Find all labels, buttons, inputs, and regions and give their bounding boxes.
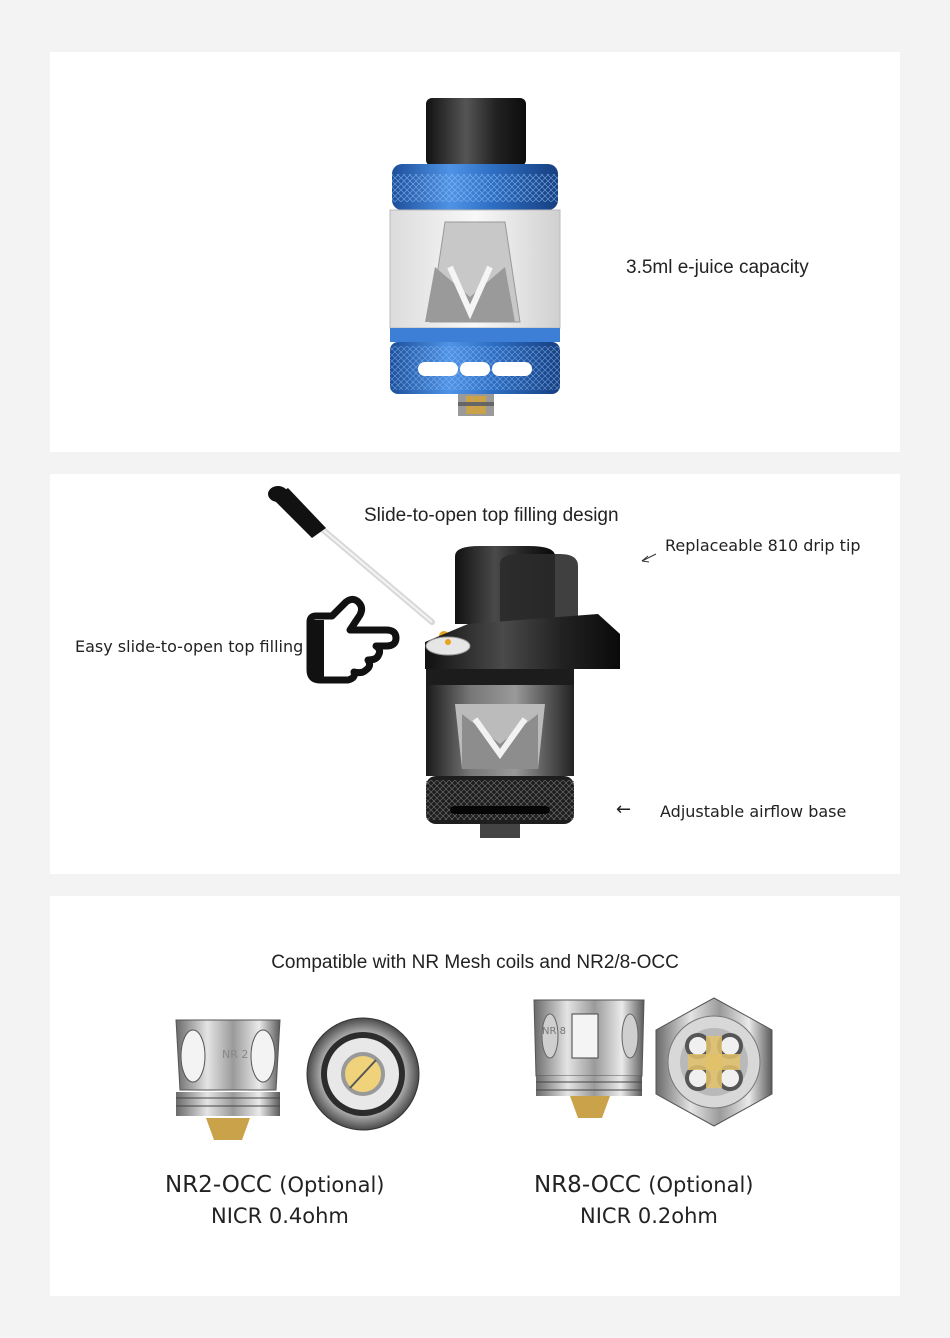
nr2-name: NR2-OCC — [165, 1172, 272, 1198]
nr2-title — [165, 1172, 384, 1198]
nr8-title — [534, 1172, 753, 1198]
features-panel — [50, 474, 900, 874]
coils-title: Compatible with NR Mesh coils and NR2/8-OCC — [271, 952, 679, 973]
nr8-coil-top-image — [656, 998, 772, 1126]
coils-panel — [50, 896, 900, 1296]
nr8-optional: (Optional) — [648, 1173, 754, 1197]
nr8-mark: NR 8 — [542, 1026, 566, 1037]
drip-tip-caption: Replaceable 810 drip tip — [665, 536, 861, 555]
nr8-spec: NICR 0.2ohm — [580, 1204, 718, 1228]
capacity-caption: 3.5ml e-juice capacity — [626, 257, 809, 278]
coil-images — [50, 896, 900, 1156]
capacity-panel — [50, 52, 900, 452]
pointing-hand-icon — [310, 599, 396, 680]
nr2-coil-side-image — [176, 1020, 280, 1140]
nr2-mark: NR 2 — [222, 1048, 249, 1061]
nr2-coil-top-image — [307, 1018, 419, 1130]
nr2-optional: (Optional) — [279, 1173, 385, 1197]
nr2-spec: NICR 0.4ohm — [211, 1204, 349, 1228]
airflow-arrow-icon: ← — [616, 799, 632, 820]
top-filling-caption: Easy slide-to-open top filling — [75, 637, 304, 656]
nr8-coil-side-image — [534, 1000, 644, 1118]
nr8-name: NR8-OCC — [534, 1172, 641, 1198]
top-fill-caption: Slide-to-open top filling design — [364, 505, 619, 526]
blue-tank-image — [50, 52, 900, 452]
airflow-caption: Adjustable airflow base — [660, 802, 847, 821]
